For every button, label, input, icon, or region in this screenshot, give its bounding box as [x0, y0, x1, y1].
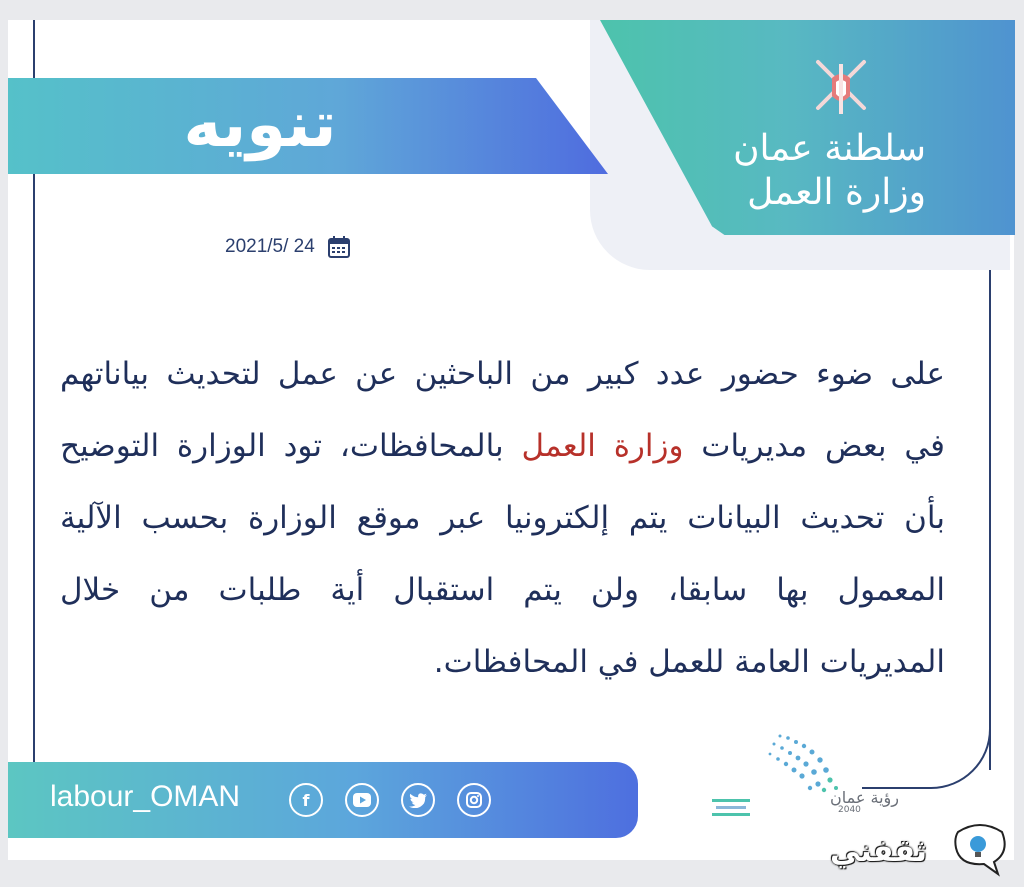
vision-name: رؤية عمان	[830, 788, 899, 807]
announcement-body	[60, 338, 945, 698]
instagram-icon[interactable]	[457, 783, 491, 817]
calendar-icon	[327, 235, 351, 259]
facebook-icon[interactable]: f	[289, 783, 323, 817]
brand-ministry: وزارة العمل	[747, 172, 926, 213]
body-line	[60, 410, 945, 482]
body-line: بأن تحديث البيانات يتم إلكترونيا عبر موقع الوزارة بحسب الآلية	[60, 500, 945, 536]
date-label: 2021/5/ 24	[225, 236, 315, 257]
watermark-text: ثقفني	[830, 834, 928, 869]
social-handle[interactable]: labour_OMAN	[50, 780, 241, 813]
partner-logo-icon	[708, 795, 754, 821]
body-text-segment: في بعض مديريات	[683, 428, 945, 464]
brand-country: سلطنة عمان	[733, 128, 926, 169]
body-line: على ضوء حضور عدد كبير من الباحثين عن عمل لتحديث بياناتهم	[60, 356, 945, 392]
oman-emblem-icon	[810, 56, 872, 118]
body-line: المعمول بها سابقا، ولن يتم استقبال أية طلبات من خلال	[60, 572, 945, 608]
ministry-highlight: وزارة العمل	[521, 428, 684, 464]
body-line: المديريات العامة للعمل في المحافظات.	[433, 644, 945, 680]
youtube-icon[interactable]	[345, 783, 379, 817]
vision-year: 2040	[838, 805, 861, 815]
lightbulb-icon	[950, 822, 1010, 878]
twitter-icon[interactable]	[401, 783, 435, 817]
page-title: تنويه	[183, 88, 337, 162]
body-text-segment: بالمحافظات، تود الوزارة التوضيح	[60, 428, 522, 464]
date-row	[225, 232, 351, 262]
